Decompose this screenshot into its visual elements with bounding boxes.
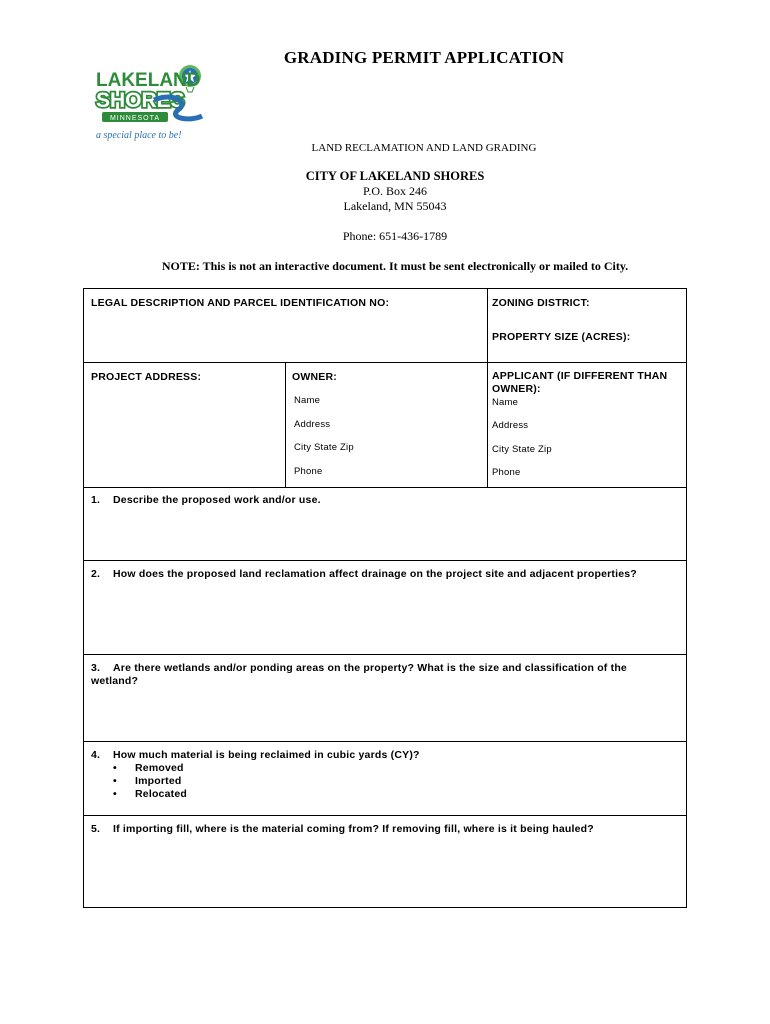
row-divider-2 — [84, 487, 686, 488]
owner-label: OWNER: — [292, 371, 337, 383]
logo-tagline: a special place to be! — [96, 130, 182, 141]
column-divider-right — [487, 289, 488, 487]
option-imported: • Imported — [113, 775, 676, 788]
city-state-zip: Lakeland, MN 55043 — [343, 199, 447, 213]
applicant-label: APPLICANT (IF DIFFERENT THAN OWNER): — [492, 370, 668, 395]
question-text: If importing fill, where is the material coming from? If removing fill, where is it being hauled? — [113, 823, 594, 835]
question-text: How does the proposed land reclamation affect drainage on the project site and adjacent properties? — [113, 568, 637, 580]
question-text: Describe the proposed work and/or use. — [113, 494, 321, 506]
city-address-block — [0, 169, 770, 214]
po-box: P.O. Box 246 — [362, 184, 427, 198]
lakeland-shores-logo — [94, 62, 212, 142]
property-size-label: PROPERTY SIZE (ACRES): — [492, 331, 631, 343]
applicant-name-field[interactable]: Name — [492, 397, 519, 408]
row-divider-5 — [84, 741, 686, 742]
owner-name-field[interactable]: Name — [294, 395, 321, 406]
row-divider-3 — [84, 560, 686, 561]
applicant-city-state-zip-field[interactable]: City State Zip — [492, 444, 552, 455]
zoning-district-label: ZONING DISTRICT: — [492, 297, 590, 309]
question-3 — [91, 662, 676, 688]
question-4 — [91, 749, 676, 801]
row-divider-4 — [84, 654, 686, 655]
question-number: 1. — [91, 494, 101, 506]
logo-line1: LAKELAND — [96, 70, 201, 91]
material-options-list — [91, 762, 676, 801]
question-number: 3. — [91, 662, 101, 674]
owner-city-state-zip-field[interactable]: City State Zip — [294, 442, 354, 453]
question-number: 2. — [91, 568, 101, 580]
permit-form — [83, 288, 687, 908]
row-divider-6 — [84, 815, 686, 816]
logo-state: MINNESOTA — [109, 115, 161, 122]
applicant-phone-field[interactable]: Phone — [492, 467, 521, 478]
option-relocated: • Relocated — [113, 788, 676, 801]
question-2 — [91, 568, 676, 581]
logo-line2: SHORES — [96, 89, 185, 112]
owner-address-field[interactable]: Address — [294, 419, 331, 430]
note-text: NOTE: This is not an interactive document. It must be sent electronically or mailed to City. — [161, 259, 629, 273]
city-phone: Phone: 651-436-1789 — [342, 229, 448, 243]
applicant-address-field[interactable]: Address — [492, 420, 529, 431]
page-subtitle: LAND RECLAMATION AND LAND GRADING — [311, 142, 537, 154]
question-1 — [91, 494, 676, 507]
option-removed: • Removed — [113, 762, 676, 775]
project-address-label: PROJECT ADDRESS: — [91, 371, 202, 383]
row-divider-1 — [84, 362, 686, 363]
question-number: 4. — [91, 749, 101, 761]
legal-description-label: LEGAL DESCRIPTION AND PARCEL IDENTIFICATION NO: — [91, 297, 390, 309]
question-5 — [91, 823, 676, 836]
city-name: CITY OF LAKELAND SHORES — [305, 169, 485, 183]
question-number: 5. — [91, 823, 101, 835]
question-text: How much material is being reclaimed in cubic yards (CY)? — [113, 749, 420, 761]
owner-phone-field[interactable]: Phone — [294, 466, 323, 477]
column-divider-left — [285, 362, 286, 487]
page-title: GRADING PERMIT APPLICATION — [283, 48, 565, 67]
question-text: Are there wetlands and/or ponding areas on the property? What is the size and classification of the wetland? — [91, 662, 627, 687]
